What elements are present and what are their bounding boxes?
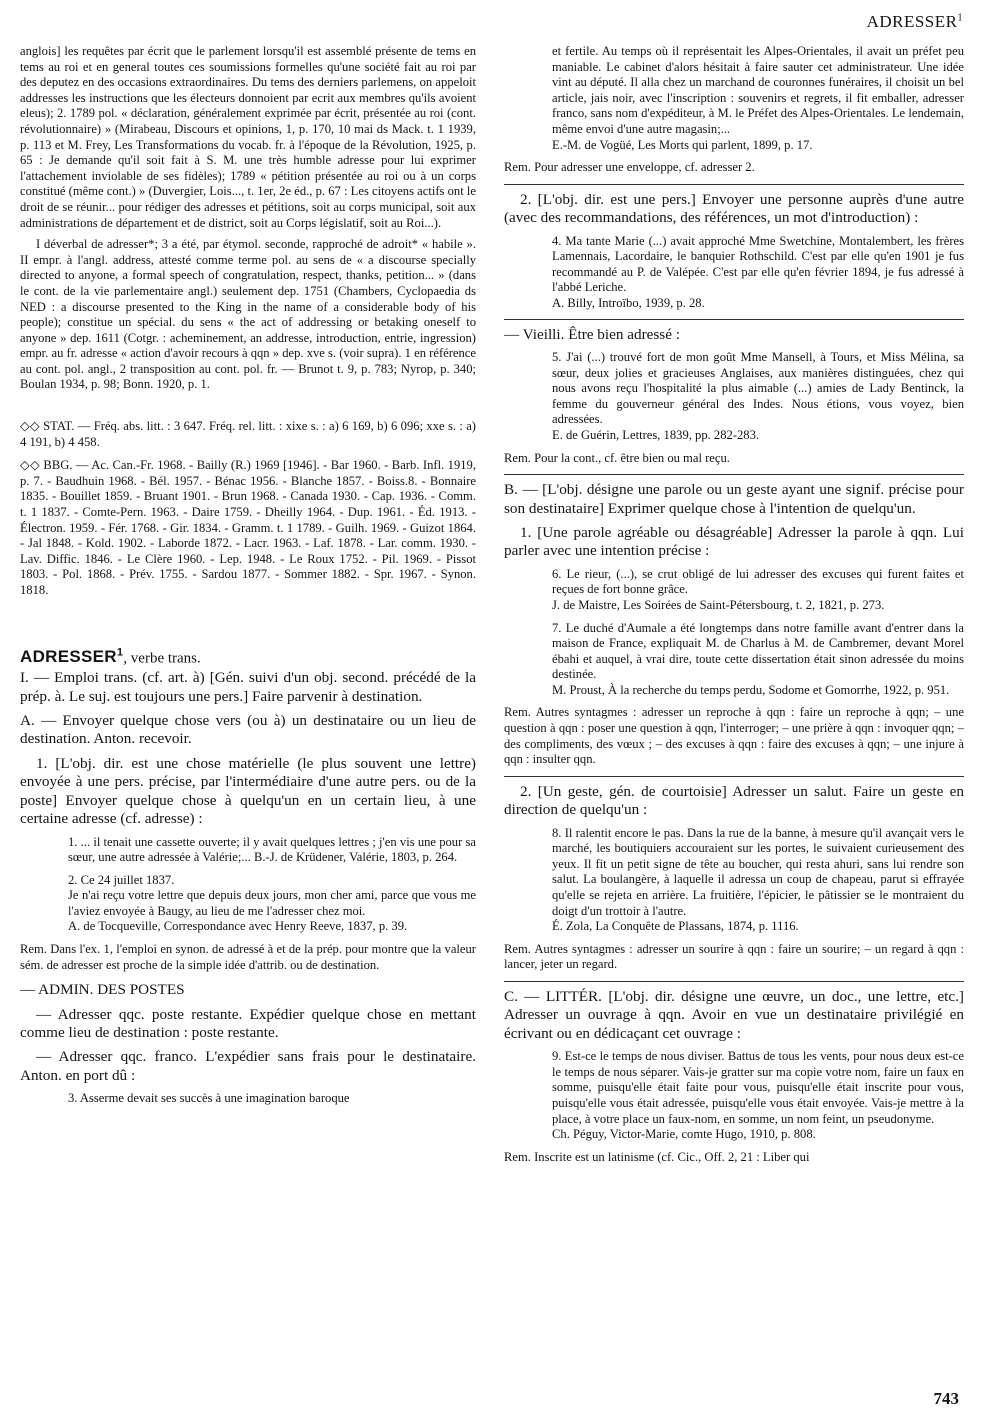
quote-8-source: É. Zola, La Conquête de Plassans, 1874, p. 1116. [552,919,799,934]
quote-3-source: E.-M. de Vogüé, Les Morts qui parlent, 1899, p. 17. [552,137,813,152]
section-A1: 1. [L'obj. dir. est une chose matérielle (le plus souvent une lettre) envoyée à une pers. précise, par l'intermédiaire d'une autre pers. ou de la poste] Envoyer quelque chose à quelqu'un en un certain lieu, à une certaine adresse (cf. adresse) : [20,754,476,828]
quote-4: 4. Ma tante Marie (...) avait approché Mme Swetchine, Montalembert, les frères Lamennais, Lacordaire, le banquier Rothschild. C'est par elle qu'en 1901 je fus recommandé au P. de Valépée. C'est par elle qu'en février 1894, je fus adressé à l'abbé Leriche. [552,233,964,295]
quote-3-continued: et fertile. Au temps où il représentait les Alpes-Orientales, il avait un préfet peu maniable. Le cabinet d'alors hésitait à faire sauter cet administrateur. Une idée vint au député. Il alla chez un marchand de couronnes funéraires, il choisit un bel article, jais noir, avec l'inscription : souvenirs et regrets, il fit emballer, adresser franco, sans nom d'expéditeur, à M. le Préfet des Alpes-Orientales. Le lendemain, même envoi d'une autre magasin;... [552,44,964,136]
divider [504,981,964,982]
running-head-sup: 1 [957,12,963,24]
etymology-paragraph-2: I déverbal de adresser*; 3 a été, par étymol. seconde, rapproché de adroit* « habile ». II empr. à l'angl. address, attesté comme terme pol. au sens de « a discourse specially directed to anyone, a formal speech of congratulation, respect, thanks, petition... » (dans le cont. de la vie parlementaire angl.) seulement dep. 1751 (Chambers, Cyclopaedia ds NED : a discourse presented to the King in the name of a considerable body of his people); constitue un spécial. du sens « the act of addressing or betaking oneself to anyone » dep. 1611 (Cotgr. : acheminement, an addresse, introduction, entrie, ingression) empr. au fr. adresse « action d'avoir recours à qqn » dep. xve s. (voir supra). 1 en référence au cont. pol. angl., 2 transposition au cont. pol. fr. — Brunot t. 9, p. 783; Nyrop, p. 340; Boulan 1934, p. 98; Bonn. 1920, p. 1. [20,237,476,392]
headword [20,647,123,666]
poste-restante-entry: — Adresser qqc. poste restante. Expédier quelque chose en mettant comme lieu de destination : poste restante. [20,1005,476,1042]
admin-subsection: — ADMIN. DES POSTES [20,981,185,999]
remark-5: Rem. Autres syntagmes : adresser un sourire à qqn : faire un sourire; – un regard à qqn : lancer, jeter un regard. [504,941,964,972]
entry-heading [20,647,476,668]
headword-text: ADRESSER [20,647,117,667]
section-A: A. — Envoyer quelque chose vers (ou à) un destinataire ou un lieu de destination. Anton. recevoir. [20,712,476,748]
section-B1: 1. [Une parole agréable ou désagréable] Adresser la parole à qqn. Lui parler avec une intention précise : [504,523,964,560]
section-B: B. — [L'obj. désigne une parole ou un geste ayant une signif. précise pour son destinataire] Exprimer quelque chose à l'intention de quelqu'un. [504,481,964,517]
divider [504,776,964,777]
bibliography-paragraph: ◇◇ BBG. — Ac. Can.-Fr. 1968. - Bailly (R.) 1969 [1946]. - Bar 1960. - Barb. Infl. 1919, p. 7. - Baudhuin 1968. - Bél. 1957. - Bénac 1956. - Blanche 1857. - Boiss.8. - Bonnaire 1835. - Bouillet 1859. - Bruant 1901. - Brun 1968. - Canada 1930. - Cap. 1936. - Comm. t. 1 1837. - Comte-Pern. 1963. - Daire 1759. - Dheilly 1964. - Dup. 1961. - Éd. 1913. - Électron. 1959. - Fér. 1768. - Gir. 1834. - Gramm. t. 1 1789. - Guilh. 1969. - Guizot 1864. - Jal 1848. - Kold. 1902. - Laborde 1872. - Lacr. 1963. - Laf. 1878. - Lar. comm. 1930. - Lav. Diffic. 1846. - Le Clère 1960. - Lep. 1948. - Le Roux 1752. - Pil. 1969. - Pissot 1803. - Pol. 1868. - Prév. 1755. - Sardou 1877. - Sommer 1882. - Spr. 1967. - Synon. 1818. [20,458,476,597]
section-I: I. — Emploi trans. (cf. art. à) [Gén. suivi d'un obj. second. précédé de la prép. à. Le suj. est toujours une pers.] Faire parvenir à destination. [20,669,476,705]
remark-1: Rem. Dans l'ex. 1, l'emploi en synon. de adressé à et de la prép. pour montre que la valeur sém. de adresser est proche de la simple idée d'attrib. ou de destination. [20,942,476,972]
running-head-text: ADRESSER [866,12,958,31]
left-column [20,44,476,1381]
quote-6: 6. Le rieur, (...), se crut obligé de lui adresser des excuses qui furent faites et reçues de fort bonne grâce. [552,566,964,597]
vieilli-subsection: — Vieilli. Être bien adressé : [504,325,680,343]
franco-entry: — Adresser qqc. franco. L'expédier sans frais pour le destinataire. Anton. en port dû : [20,1048,476,1084]
quote-4-source: A. Billy, Introïbo, 1939, p. 28. [552,295,705,310]
remark-4: Rem. Autres syntagmes : adresser un reproche à qqn : faire un reproche à qqn; – une question à qqn : poser une question à qqn, l'interroger; – une prière à qqn : invoquer qqn; – des compliments, des vœux ; – des excuses à qqn : faire des excuses à qqn; – une injure à qqn : insulter qqn. [504,705,964,767]
divider [504,474,964,475]
quote-2-source: A. de Tocqueville, Correspondance avec Henry Reeve, 1837, p. 39. [68,919,408,934]
divider [504,184,964,185]
remark-6: Rem. Inscrite est un latinisme (cf. Cic., Off. 2, 21 : Liber qui [504,1149,810,1164]
quote-7-source: M. Proust, À la recherche du temps perdu, Sodome et Gomorrhe, 1922, p. 951. [552,682,950,697]
quote-5: 5. J'ai (...) trouvé fort de mon goût Mme Mansell, à Tours, et Miss Mélina, sa sœur, deux jolies et gracieuses Anglaises, aux manières distinguées, chez qui nous avons reçu l'hospitalité la plus aimable (...) amies de Lady Bentinck, la femme du gouverneur général des Indes. Nous étions, vous voyez, bien adressées. [552,349,964,427]
quote-9: 9. Est-ce le temps de nous diviser. Battus de tous les vents, pour nous deux est-ce le temps de nous séparer. Vais-je gratter sur ma copie votre nom, faire un faux en somme, puisqu'elle était faite pour vous, puisqu'elle était inscrite pour vous, puisqu'elle vous était adressée, puisqu'elle vous était envoyée. Vais-je mettre à la place, à votre place un faux-nom, en somme, un nom feint, un pseudonyme. [552,1049,964,1126]
stat-paragraph: ◇◇ STAT. — Fréq. abs. litt. : 3 647. Fréq. rel. litt. : xixe s. : a) 6 169, b) 6 096; xxe s. : a) 4 191, b) 4 458. [20,419,476,449]
spacer [20,607,476,643]
quote-9-source: Ch. Péguy, Victor-Marie, comte Hugo, 1910, p. 808. [552,1127,816,1142]
quote-2-text: Je n'ai reçu votre lettre que depuis deux jours, mon cher ami, parce que vous me l'aviez envoyée à Baugy, au lieu de me l'adresser chez moi. [68,888,476,918]
right-column [504,44,964,1381]
divider [504,319,964,320]
quote-6-source: J. de Maistre, Les Soirées de Saint-Pétersbourg, t. 2, 1821, p. 273. [552,597,885,612]
spacer [20,399,476,419]
remark-2: Rem. Pour adresser une enveloppe, cf. adresser 2. [504,160,755,175]
section-A2: 2. [L'obj. dir. est une pers.] Envoyer une personne auprès d'une autre (avec des recommandations, des références, un mot d'introduction) : [504,190,964,227]
etymology-paragraph-1: anglois] les requêtes par écrit que le parlement lorsqu'il est assemblé présente de tems en tems au roi et en general toutes ces soumissions formelles qu'une société fait au roi par des deputez en des occasions extraordinaires. Du tems des derniers parlemens, on appeloit addresses les instructions que les électeurs donnoient par ecrit aux membres qu'ils avoient eleus); 2. 1789 pol. « déclaration, généralement exprimée par écrit, présentée au roi (cont. révolutionnaire) » (Mirabeau, Discours et opinions, 1, p. 170, 10 mai ds Mack. t. 1 1939, p. 113 et M. Frey, Les Transformations du vocab. fr. à l'époque de la Révolution, 1925, p. 65 : Je demande qu'il soit fait à S. M. une très humble adresse pour lui exprimer l'attachement inviolable de ses fidèles); 1789 « pétition présentée au roi ou à un corps constitué (même cont.) » (Duvergier, Lois..., t. 1er, 2e éd., p. 67 : Les citoyens actifs ont le droit de se réunir... pour rédiger des adresses et pétitions, soit au corps municipal, soit aux administrations de département et de district, soit au Corps législatif, soit au Roi...). [20,44,476,230]
page-number: 743 [933,1389,959,1408]
section-C: C. — LITTÉR. [L'obj. dir. désigne une œuvre, un doc., une lettre, etc.] Adresser un ouvrage à qqn. Avoir en vue un destinataire privilégié en écrivant ou en dédicaçant cet ouvrage : [504,988,964,1042]
quote-7: 7. Le duché d'Aumale a été longtemps dans notre famille avant d'entrer dans la maison de France, expliquait M. de Charlus à M. de Cambremer, devant Morel ébahi et auquel, à vrai dire, toute cette dissertation était sinon adressée du moins destinée. [552,620,964,682]
remark-3: Rem. Pour la cont., cf. être bien ou mal reçu. [504,450,730,465]
quote-5-source: E. de Guérin, Lettres, 1839, pp. 282-283. [552,427,760,442]
headword-pos: , verbe trans. [123,650,201,667]
headword-sup: 1 [116,646,124,659]
quote-3-start: 3. Asserme devait ses succès à une imagination baroque [68,1091,350,1106]
quote-1: 1. ... il tenait une cassette ouverte; il y avait quelques lettres ; j'en vis une pour sa sœur, une autre adressée à Valérie;... B.-J. de Krüdener, Valérie, 1803, p. 264. [68,834,476,865]
quote-2-date: 2. Ce 24 juillet 1837. [68,872,175,887]
section-B2: 2. [Un geste, gén. de courtoisie] Adresser un salut. Faire un geste en direction de quelqu'un : [504,782,964,819]
running-head [867,12,963,32]
quote-8: 8. Il ralentit encore le pas. Dans la rue de la banne, à mesure qu'il avançait vers le marché, les boutiquiers accouraient sur les portes, le suivaient curieusement des yeux. Il fit un petit signe de tête au boucher, qui resta ahuri, sans lui rendre son salut. La boulangère, à laquelle il adressa un coup de chapeau, parut si effrayée qu'elle se rejeta en arrière. La fruitière, l'épicier, le pâtissier se le montraient du doigt d'un trottoir à l'autre. [552,825,964,918]
